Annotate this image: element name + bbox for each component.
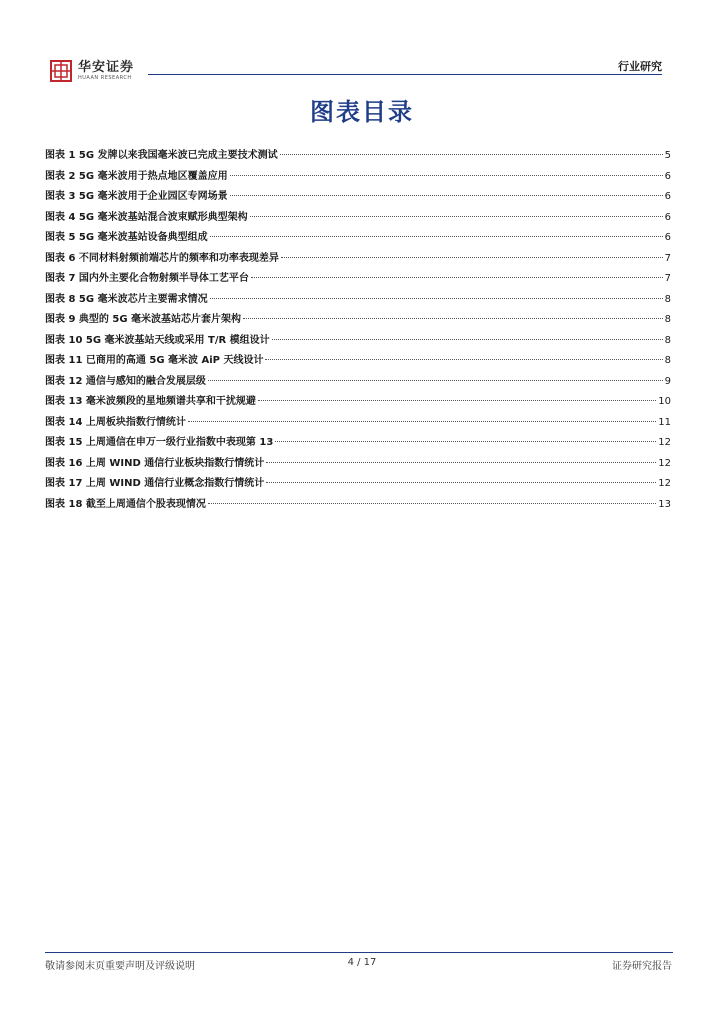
toc-entry-label[interactable]: 图表 17 上周 WIND 通信行业概念指数行情统计 [45, 478, 265, 489]
toc-leader-dots [275, 441, 656, 442]
footer-report-type: 证券研究报告 [612, 961, 672, 972]
toc-entry[interactable] [45, 433, 671, 454]
toc-leader-dots [208, 380, 663, 381]
toc-leader-dots [210, 298, 663, 299]
toc-entry-label[interactable]: 图表 3 5G 毫米波用于企业园区专网场景 [45, 191, 228, 202]
toc-entry-page[interactable]: 11 [658, 416, 671, 428]
toc-entry-label[interactable]: 图表 8 5G 毫米波芯片主要需求情况 [45, 293, 208, 305]
page-header [50, 54, 662, 88]
toc-entry-label[interactable]: 图表 4 5G 毫米波基站混合波束赋形典型架构 [45, 211, 248, 223]
toc-entry-page[interactable]: 6 [664, 211, 671, 223]
toc-entry-page[interactable]: 5 [664, 150, 671, 161]
toc-entry[interactable] [45, 228, 671, 249]
toc-entry[interactable] [45, 146, 671, 167]
footer-page-indicator: 4 / 17 [347, 957, 377, 968]
toc-entry-page[interactable]: 7 [664, 252, 671, 264]
footer-disclaimer[interactable]: 敬请参阅末页重要声明及评级说明 [45, 961, 195, 972]
toc-entry[interactable] [45, 474, 671, 495]
toc-entry[interactable] [45, 392, 671, 413]
toc-entry[interactable] [45, 167, 671, 188]
toc-entry-page[interactable]: 6 [664, 232, 671, 243]
toc-entry-label[interactable]: 图表 7 国内外主要化合物射频半导体工艺平台 [45, 273, 249, 284]
toc-leader-dots [280, 154, 663, 155]
toc-entry[interactable] [45, 269, 671, 290]
toc-entry[interactable] [45, 454, 671, 475]
toc-leader-dots [230, 195, 663, 196]
toc-entry-page[interactable]: 12 [658, 478, 671, 489]
toc-entry-page[interactable]: 13 [658, 498, 671, 510]
toc-entry-label[interactable]: 图表 5 5G 毫米波基站设备典型组成 [45, 232, 208, 243]
toc-entry-page[interactable]: 10 [658, 396, 671, 407]
toc-entry[interactable] [45, 351, 671, 372]
logo-chinese-name: 华安证券 [78, 59, 135, 75]
toc-entry-label[interactable]: 图表 12 通信与感知的融合发展层级 [45, 375, 206, 387]
toc-entry[interactable] [45, 310, 671, 331]
toc-leader-dots [243, 318, 663, 319]
toc-leader-dots [188, 421, 656, 422]
toc-leader-dots [210, 236, 663, 237]
toc-leader-dots [251, 277, 663, 278]
toc-entry-page[interactable]: 12 [658, 457, 671, 469]
toc-leader-dots [272, 339, 663, 340]
toc-entry[interactable] [45, 372, 671, 393]
toc-leader-dots [266, 462, 656, 463]
toc-entry-label[interactable]: 图表 9 典型的 5G 毫米波基站芯片套片架构 [45, 314, 242, 325]
toc-entry-label[interactable]: 图表 16 上周 WIND 通信行业板块指数行情统计 [45, 457, 265, 469]
company-logo [50, 60, 134, 82]
toc-entry[interactable] [45, 249, 671, 270]
toc-entry-page[interactable]: 6 [664, 191, 671, 202]
toc-entry-label[interactable]: 图表 11 已商用的高通 5G 毫米波 AiP 天线设计 [45, 355, 264, 366]
toc-leader-dots [230, 175, 663, 176]
toc-entry[interactable] [45, 331, 671, 352]
toc-entry[interactable] [45, 495, 671, 516]
toc-entry-page[interactable]: 7 [664, 273, 671, 284]
toc-entry-label[interactable]: 图表 10 5G 毫米波基站天线或采用 T/R 模组设计 [45, 334, 270, 346]
toc-entry-page[interactable]: 12 [658, 437, 671, 448]
toc-entry-page[interactable]: 9 [664, 375, 671, 387]
toc-entry-page[interactable]: 8 [664, 293, 671, 305]
toc-entry-label[interactable]: 图表 2 5G 毫米波用于热点地区覆盖应用 [45, 170, 228, 182]
toc-entry-label[interactable]: 图表 6 不同材料射频前端芯片的频率和功率表现差异 [45, 252, 279, 264]
toc-entry-page[interactable]: 6 [664, 170, 671, 182]
toc-leader-dots [208, 503, 656, 504]
section-tag: 行业研究 [618, 60, 662, 73]
toc-entry-label[interactable]: 图表 15 上周通信在申万一级行业指数中表现第 13 [45, 437, 274, 448]
toc-entry-page[interactable]: 8 [664, 334, 671, 346]
page-title: 图表目录 [310, 97, 414, 126]
toc-entry-page[interactable]: 8 [664, 355, 671, 366]
toc-entry[interactable] [45, 413, 671, 434]
huaan-logo-icon [50, 60, 72, 82]
toc-entry-label[interactable]: 图表 18 截至上周通信个股表现情况 [45, 498, 206, 510]
toc-entry[interactable] [45, 187, 671, 208]
toc-entry-page[interactable]: 8 [664, 314, 671, 325]
footer-divider [45, 952, 673, 953]
toc-entry-label[interactable]: 图表 1 5G 发牌以来我国毫米波已完成主要技术测试 [45, 150, 278, 161]
toc-leader-dots [281, 257, 663, 258]
toc-entry-label[interactable]: 图表 13 毫米波频段的星地频谱共享和干扰规避 [45, 396, 256, 407]
toc-leader-dots [258, 400, 656, 401]
toc-entry-label[interactable]: 图表 14 上周板块指数行情统计 [45, 416, 186, 428]
toc-leader-dots [250, 216, 663, 217]
toc-leader-dots [266, 482, 656, 483]
toc-entry[interactable] [45, 290, 671, 311]
logo-english-name: HUAAN RESEARCH [78, 74, 132, 81]
toc-leader-dots [265, 359, 662, 360]
header-divider [148, 74, 662, 75]
toc-entry[interactable] [45, 208, 671, 229]
table-of-figures [45, 146, 671, 515]
